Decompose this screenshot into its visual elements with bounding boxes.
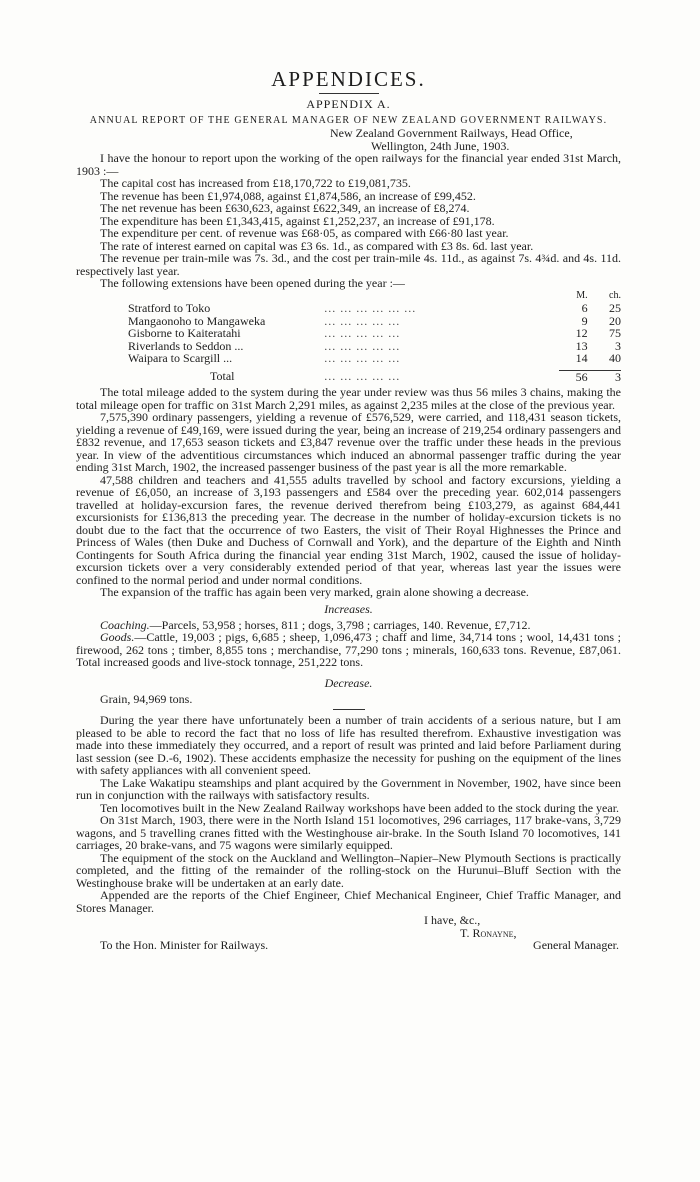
- goods-text: —Cattle, 19,003 ; pigs, 6,685 ; sheep, 1,096,473 ; chaff and lime, 34,714 tons ; wool, 14,431 tons ; firewood, 262 tons ; timber, 8,855 tons ; merchandise, 77,290 tons ; minerals, 160,633 tons. Revenue, £87,061. Total increased goods and live-stock tonnage, 251,222 tons.: [76, 630, 621, 670]
- document-page: [76, 0, 621, 952]
- report-subtitle: ANNUAL REPORT OF THE GENERAL MANAGER OF NEW ZEALAND GOVERNMENT RAILWAYS.: [89, 115, 608, 126]
- extension-name: Stratford to Toko: [128, 301, 211, 316]
- goods-paragraph: [76, 631, 621, 669]
- stat-line: The revenue has been £1,974,088, against £1,874,586, an increase of £99,452.: [100, 188, 476, 203]
- body-paragraph: The Lake Wakatipu steamships and plant acquired by the Government in November, 1902, have since been run in conjunction with the railways with satisfactory results.: [76, 775, 621, 803]
- leader-dots: ... ... ... ... ...: [324, 369, 401, 384]
- body-paragraph: The total mileage added to the system during the year under review was thus 56 miles 3 chains, making the total mileage open for traffic on 31st March 2,291 miles, as against 2,235 miles at the close of the previous year.: [76, 385, 621, 412]
- extension-chains: 75: [609, 326, 621, 341]
- decrease-heading: Decrease.: [324, 675, 373, 690]
- table-row: [128, 352, 621, 365]
- total-chains: 3: [588, 370, 621, 383]
- appendix-heading: APPENDIX A.: [306, 97, 391, 111]
- body-paragraph: During the year there have unfortunately been a number of train accidents of a serious nature, but I am pleased to be able to record the fact that no loss of life has resulted therefrom. Exhaustive investigation was made into these immediately they occurred, and a report of result was printed and laid before Parliament during last session (see D.-6, 1902). These accidents emphasize the necessity for pushing on the equipment of the lines with safety appliances with all convenient speed.: [76, 713, 621, 778]
- extension-name: Mangaonoho to Mangaweka: [128, 313, 266, 328]
- leader-dots: ... ... ... ... ...: [324, 338, 401, 353]
- leader-dots: ... ... ... ... ...: [324, 351, 401, 366]
- stat-line: The expenditure per cent. of revenue was £68·05, as compared with £66·80 last year.: [100, 226, 509, 240]
- table-row: [128, 302, 621, 315]
- section-rule: [333, 709, 365, 710]
- extension-chains: 20: [609, 313, 621, 328]
- address-line-2: Wellington, 24th June, 1903.: [371, 138, 510, 153]
- intro-paragraph: I have the honour to report upon the working of the open railways for the financial year ended 31st March, 1903 :—: [76, 151, 621, 178]
- body-paragraph: The equipment of the stock on the Auckland and Wellington–Napier–New Plymouth Sections is practically completed, and the fitting of the remainder of the rolling-stock on the Hurunui–Bluff Section with the Westinghouse brake will be undertaken at an early date.: [76, 850, 621, 890]
- body-paragraph: On 31st March, 1903, there were in the North Island 151 locomotives, 296 carriages, 117 brake-vans, 3,729 wagons, and 5 travelling cranes fitted with the Westinghouse air-brake. In the South Island 70 locomotives, 141 carriages, 20 brake-vans, and 75 wagons were similarly equipped.: [76, 813, 621, 853]
- extension-chains: 40: [609, 351, 621, 366]
- extension-miles: 14: [575, 351, 588, 366]
- extension-miles: 6: [581, 301, 588, 316]
- extensions-table: [128, 290, 621, 384]
- signatory-position: General Manager.: [533, 938, 619, 953]
- leader-dots: ... ... ... ... ... ...: [324, 301, 417, 316]
- body-paragraph: The expansion of the traffic has again been very marked, grain alone showing a decrease.: [100, 585, 529, 600]
- extension-name: Gisborne to Kaiteratahi: [128, 326, 241, 341]
- total-row: [128, 370, 621, 383]
- body-paragraph: 47,588 children and teachers and 41,555 adults travelled by school and factory excursions, yielding a revenue of £6,050, an increase of 3,193 passengers and £584 over the preceding year. 602,014 passengers travelled at holiday-excursion fares, the revenue derived therefrom being £103,279, as against 684,441 excursionists for £136,813 the preceding year. The decrease in the number of holiday-excursion tickets is no doubt due to the fact that the occurrence of two Easters, the visit of Their Royal Highnesses the Prince and Princess of Wales (then Duke and Duchess of Cornwall and York), and the departure of the Eighth and Ninth Contingents for South Africa during the financial year ending 31st March, 1902, caused the issue of holiday-excursion tickets over a very considerably extended period of that year, whereas last year the issues were confined to the normal period and under normal conditions.: [76, 472, 621, 587]
- coaching-label: Coaching.: [100, 617, 150, 632]
- coaching-text: —Parcels, 53,958 ; horses, 811 ; dogs, 3,798 ; carriages, 140. Revenue, £7,712.: [149, 617, 531, 632]
- chains-column-header: ch.: [609, 289, 621, 301]
- extension-miles: 12: [575, 326, 588, 341]
- stat-line: The revenue per train-mile was 7s. 3d., and the cost per train-mile 4s. 11d., as against 7s. 4¾d. and 4s. 11d. respectively last year.: [76, 251, 621, 278]
- addressee: To the Hon. Minister for Railways.: [100, 938, 269, 953]
- extension-name: Riverlands to Seddon ...: [128, 338, 244, 353]
- extension-miles: 13: [575, 338, 588, 353]
- stat-line: The following extensions have been opened during the year :—: [100, 276, 405, 290]
- goods-label: Goods.: [100, 630, 135, 645]
- title-rule: [319, 93, 379, 94]
- body-paragraph: Appended are the reports of the Chief Engineer, Chief Mechanical Engineer, Chief Traffic Manager, and Stores Manager.: [76, 888, 621, 915]
- leader-dots: ... ... ... ... ...: [324, 326, 401, 341]
- address-line-1: New Zealand Government Railways, Head Office,: [330, 126, 573, 140]
- page-title: APPENDICES.: [271, 67, 426, 91]
- extension-chains: 3: [615, 338, 621, 353]
- stat-line: The net revenue has been £630,623, against £622,349, an increase of £8,274.: [100, 201, 470, 215]
- total-miles: 56: [559, 370, 587, 383]
- decrease-text: Grain, 94,969 tons.: [100, 691, 193, 706]
- extension-miles: 9: [581, 313, 588, 328]
- total-label: Total: [210, 369, 235, 384]
- closing-salutation: I have, &c.,: [424, 913, 481, 928]
- body-paragraph: 7,575,390 ordinary passengers, yielding a revenue of £576,529, were carried, and 118,431 season tickets, yielding a revenue of £49,169, were issued during the year, being an increase of 219,254 ordinary passengers and £832 revenue, and 17,653 season tickets and £3,847 revenue over the traffic under these heads in the previous year. In view of the adventitious circumstances which induced an abnormal passenger traffic during the year ending 31st March, 1902, the increased passenger business of the past year is all the more remarkable.: [76, 410, 621, 475]
- table-row: [128, 327, 621, 340]
- stat-line: The rate of interest earned on capital was £3 6s. 1d., as compared with £3 8s. 6d. last year.: [100, 238, 534, 253]
- extension-name: Waipara to Scargill ...: [128, 351, 233, 366]
- stat-line: The capital cost has increased from £18,170,722 to £19,081,735.: [100, 176, 411, 190]
- extension-chains: 25: [609, 301, 621, 316]
- miles-column-header: M.: [576, 289, 588, 301]
- stat-line: The expenditure has been £1,343,415, against £1,252,237, an increase of £91,178.: [100, 213, 495, 228]
- increases-heading: Increases.: [324, 601, 373, 616]
- signatory-name: T. Ronayne,: [460, 925, 517, 940]
- body-paragraph: Ten locomotives built in the New Zealand Railway workshops have been added to the stock during the year.: [100, 800, 620, 815]
- leader-dots: ... ... ... ... ...: [324, 313, 401, 328]
- closing-footer: [76, 939, 621, 952]
